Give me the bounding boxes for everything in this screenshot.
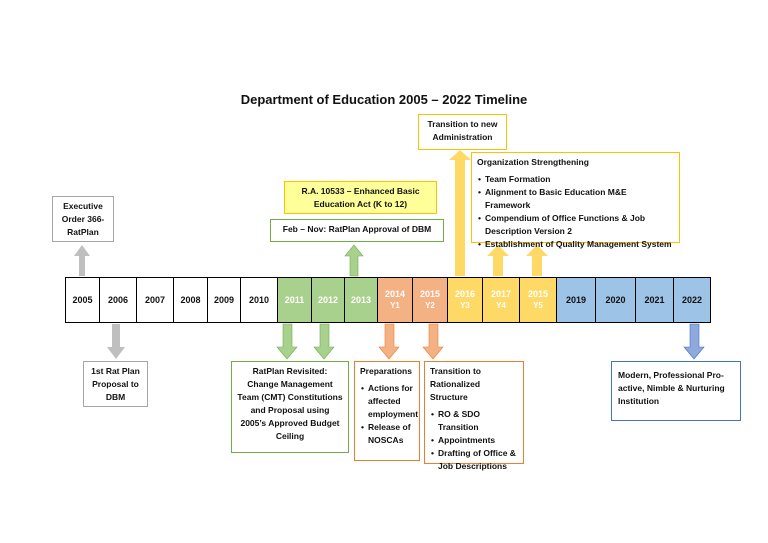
- year-sublabel: Y2: [425, 301, 435, 310]
- arrow-down-2014: [379, 324, 399, 359]
- year-label: 2014: [384, 289, 406, 299]
- list-item: • Team Formation: [485, 173, 674, 186]
- year-label: 2006: [107, 294, 129, 305]
- year-cell: [447, 277, 483, 323]
- list-item: • Compendium of Office Functions & Job Description Version 2: [485, 212, 674, 238]
- year-cell: [412, 277, 448, 323]
- year-label: 2016: [454, 289, 476, 299]
- year-cell: [673, 277, 711, 323]
- arrow-down-2006: [107, 324, 125, 359]
- box-modern-institution: Modern, Professional Pro-active, Nimble & Nurturing Institution: [611, 361, 741, 421]
- box-organization-strengthening: Organization Strengthening • Team Formation • Alignment to Basic Education M&E Framework • Compendium of Office Functions & Job Description Version 2 • Establishment of Quality Management System: [471, 152, 680, 243]
- year-label: 2021: [644, 294, 665, 305]
- box-ra-10533: R.A. 10533 – Enhanced Basic Education Act (K to 12): [284, 181, 437, 214]
- box-feb-nov-ratplan-approval: Feb – Nov: RatPlan Approval of DBM: [270, 219, 444, 242]
- list-item: • Establishment of Quality Management System: [485, 238, 674, 251]
- year-cell: [482, 277, 520, 323]
- year-label: 2015: [419, 289, 441, 299]
- arrow-down-2015: [423, 324, 443, 359]
- year-cell: [595, 277, 636, 323]
- year-cell: [311, 277, 345, 323]
- arrow-down-2011: [277, 324, 297, 359]
- year-label: 2010: [248, 294, 270, 305]
- year-sublabel: Y5: [533, 301, 543, 310]
- year-label: 2019: [565, 294, 587, 305]
- year-label: 2013: [350, 294, 372, 305]
- transition-structure-list: [430, 408, 518, 473]
- year-sublabel: Y1: [390, 301, 400, 310]
- year-sublabel: Y3: [460, 301, 470, 310]
- box-executive-order-366: Executive Order 366-RatPlan: [52, 196, 114, 242]
- year-label: 2008: [180, 294, 201, 305]
- box-transition-administration: Transition to new Administration: [418, 114, 507, 150]
- year-label: 2011: [284, 294, 305, 305]
- preparations-list: [360, 382, 419, 447]
- year-label: 2022: [681, 294, 703, 305]
- year-label: 2017: [490, 289, 512, 299]
- year-label: 2007: [144, 294, 166, 305]
- year-cell: [344, 277, 378, 323]
- year-cell: [99, 277, 137, 323]
- organization-strengthening-list: [477, 173, 674, 251]
- year-cell: [136, 277, 174, 323]
- box-ratplan-revisited: RatPlan Revisited: Change Management Team (CMT) Constitutions and Proposal using 2005’s Approved Budget Ceiling: [231, 361, 349, 453]
- box-ratplan-proposal: 1st Rat Plan Proposal to DBM: [83, 361, 148, 407]
- year-cell: [377, 277, 413, 323]
- list-item: • Appointments: [438, 434, 518, 447]
- year-label: 2005: [72, 294, 93, 305]
- arrow-up-2013: [345, 245, 363, 276]
- year-cell: [240, 277, 278, 323]
- year-cell: [207, 277, 241, 323]
- list-item: • RO & SDO Transition: [438, 408, 518, 434]
- year-cell: [173, 277, 208, 323]
- year-label: 2015: [527, 289, 549, 299]
- list-item: • Release of NOSCAs: [368, 421, 414, 447]
- box-transition-structure: Transition to Rationalized Structure • RO & SDO Transition • Appointments • Drafting of Office & Job Descriptions: [424, 361, 524, 464]
- diagram-title: Department of Education 2005 – 2022 Timeline: [240, 92, 528, 107]
- arrow-up-2005: [74, 245, 90, 276]
- year-cell: [635, 277, 674, 323]
- list-item: • Alignment to Basic Education M&E Framework: [485, 186, 674, 212]
- list-item: • Actions for affected employment: [368, 382, 414, 421]
- year-cell: [556, 277, 596, 323]
- year-label: 2009: [213, 294, 235, 305]
- arrow-down-2022: [684, 324, 704, 359]
- year-label: 2020: [605, 294, 626, 305]
- year-cell: [277, 277, 312, 323]
- year-cell: [519, 277, 557, 323]
- arrow-down-2012: [314, 324, 334, 359]
- year-label: 2012: [317, 294, 339, 305]
- year-row: [65, 277, 715, 323]
- year-cell: [65, 277, 100, 323]
- list-item: • Drafting of Office & Job Descriptions: [438, 447, 518, 473]
- arrow-up-2016: [449, 150, 471, 276]
- year-sublabel: Y4: [496, 301, 506, 310]
- box-preparations: Preparations • Actions for affected employment • Release of NOSCAs: [354, 361, 420, 461]
